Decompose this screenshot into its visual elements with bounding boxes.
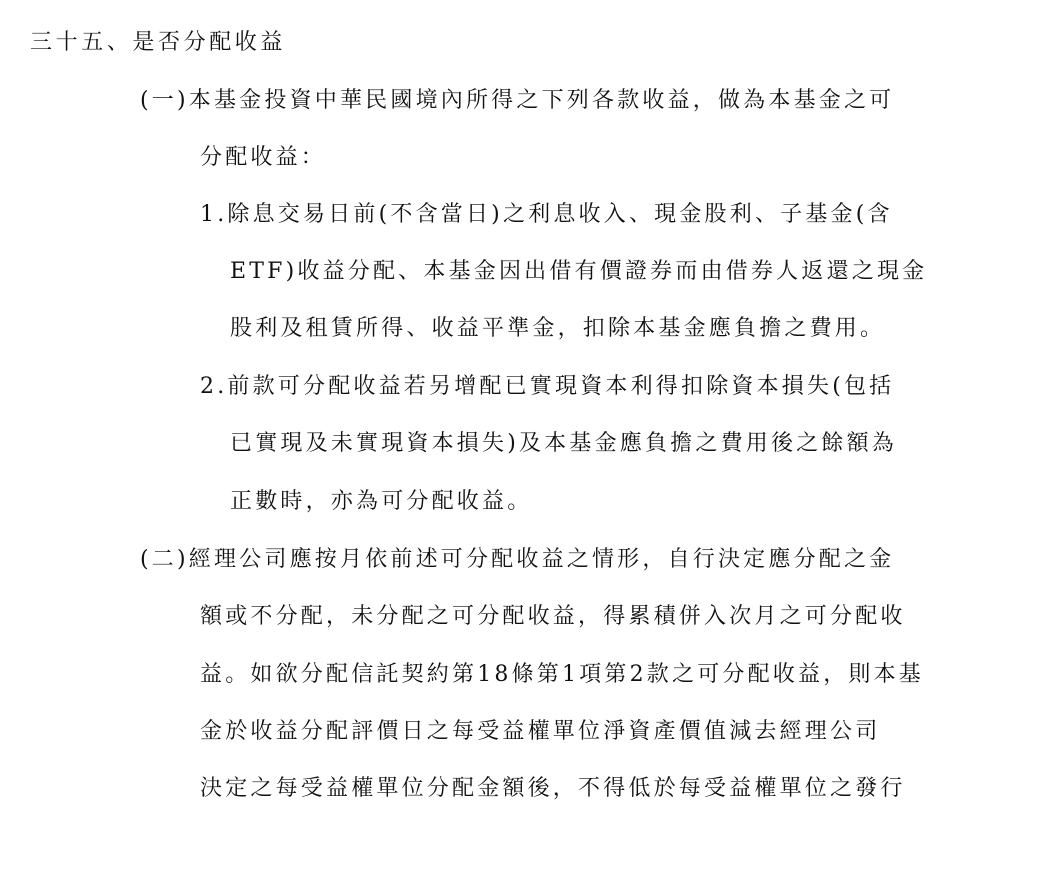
item-2-line-3: 正數時，亦為可分配收益。 xyxy=(230,489,533,514)
clause-2-line-3: 益。如欲分配信託契約第18條第1項第2款之可分配收益，則本基 xyxy=(200,662,924,687)
item-1-line-3: 股利及租賃所得、收益平準金，扣除本基金應負擔之費用。 xyxy=(230,316,886,341)
item-1-line-1: 1.除息交易日前(不含當日)之利息收入、現金股利、子基金(含 xyxy=(200,202,893,227)
clause-1-line-2: 分配收益： xyxy=(200,145,327,170)
item-1-line-2: ETF)收益分配、本基金因出借有價證券而由借券人返還之現金 xyxy=(230,259,928,284)
item-2-line-2: 已實現及未實現資本損失)及本基金應負擔之費用後之餘額為 xyxy=(230,431,897,456)
clause-1-line-1: (一)本基金投資中華民國境內所得之下列各款收益，做為本基金之可 xyxy=(140,88,895,113)
clause-2-line-4: 金於收益分配評價日之每受益權單位淨資產價值減去經理公司 xyxy=(200,719,881,744)
item-2-line-1: 2.前款可分配收益若另增配已實現資本利得扣除資本損失(包括 xyxy=(200,374,895,399)
section-heading: 三十五、是否分配收益 xyxy=(30,30,287,55)
clause-2-line-2: 額或不分配，未分配之可分配收益，得累積併入次月之可分配收 xyxy=(200,604,906,629)
clause-2-line-1: (二)經理公司應按月依前述可分配收益之情形，自行決定應分配之金 xyxy=(140,547,895,572)
clause-2-line-5: 決定之每受益權單位分配金額後，不得低於每受益權單位之發行 xyxy=(200,776,906,801)
